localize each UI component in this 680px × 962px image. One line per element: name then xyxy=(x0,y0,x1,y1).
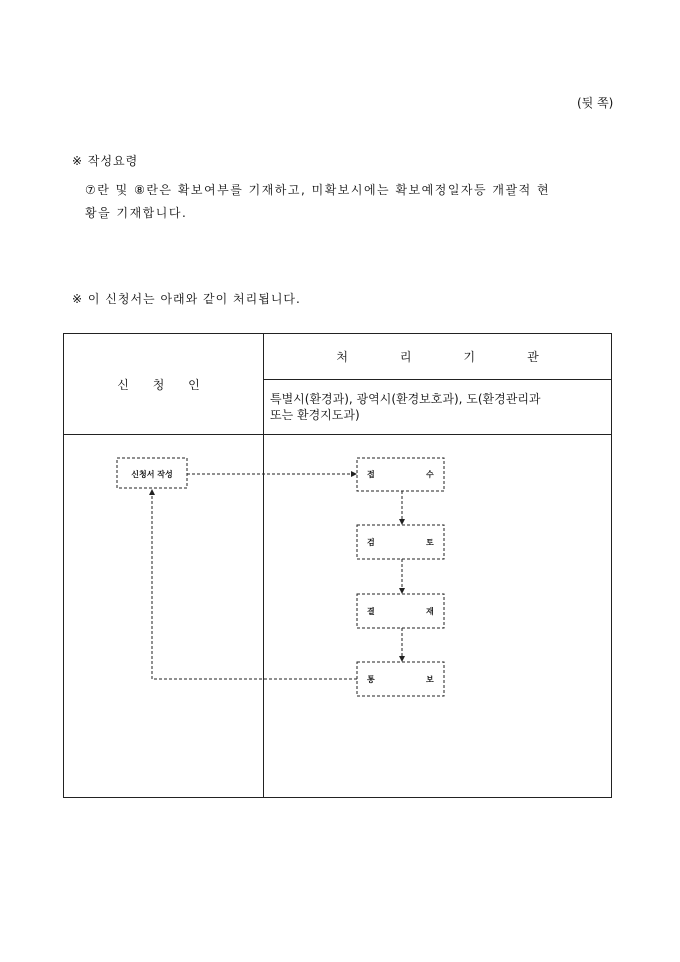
step-notify-right: 보 xyxy=(426,675,434,684)
step-notify-left: 통 xyxy=(367,675,375,684)
step-review-left: 검 xyxy=(367,538,375,547)
org-list-line1: 특별시(환경과), 광역시(환경보호과), 도(환경관리과 xyxy=(270,392,541,406)
org-header-char: 리 xyxy=(399,350,412,364)
step-receive-left: 접 xyxy=(367,470,375,479)
step-review-right: 토 xyxy=(426,538,434,547)
writing-guide-line1: ⑦란 및 ⑧란은 확보여부를 기재하고, 미확보시에는 확보예정일자등 개괄적 현 xyxy=(85,183,551,197)
process-note: ※ 이 신청서는 아래와 같이 처리됩니다. xyxy=(72,292,301,306)
step-receive-right: 수 xyxy=(426,470,434,479)
org-header-char: 관 xyxy=(527,350,539,364)
writing-guide-heading: ※ 작성요령 xyxy=(72,154,139,168)
arrowhead-1 xyxy=(399,519,405,525)
step-approve-left: 결 xyxy=(367,607,375,616)
flow-line-return xyxy=(152,496,357,679)
arrowhead-return xyxy=(149,489,155,495)
arrowhead-3 xyxy=(399,656,405,662)
arrowhead-submit xyxy=(351,471,357,477)
org-header-char: 처 xyxy=(336,350,348,364)
writing-guide-line2: 황을 기재합니다. xyxy=(85,206,188,220)
applicant-box-label: 신청서 작성 xyxy=(131,470,173,479)
arrowhead-2 xyxy=(399,588,405,594)
page-label: (뒷 쪽) xyxy=(577,96,614,110)
org-list-line2: 또는 환경지도과) xyxy=(270,408,360,422)
applicant-header: 신 청 인 xyxy=(64,334,264,435)
org-header-char: 기 xyxy=(463,350,476,364)
step-approve-right: 재 xyxy=(426,607,434,616)
